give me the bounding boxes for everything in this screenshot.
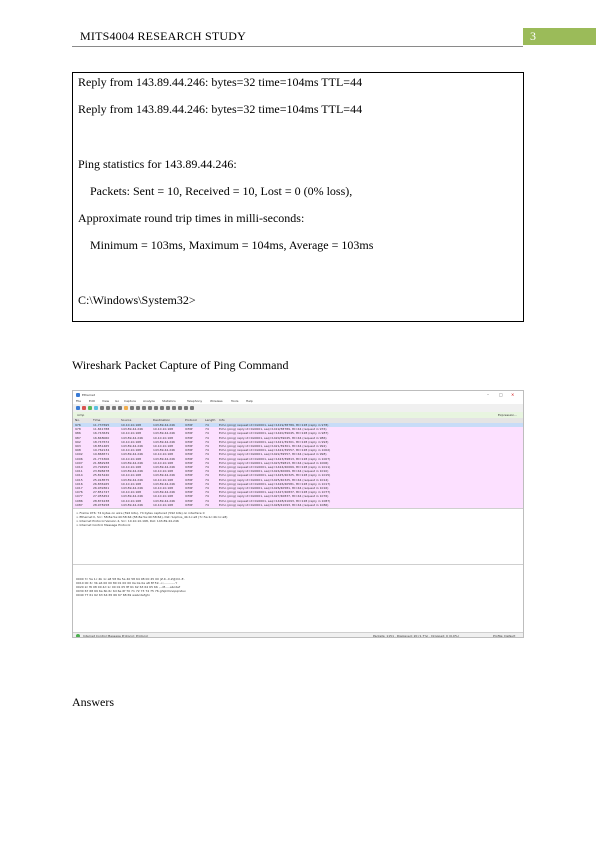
toolbar-button-icon[interactable] (160, 406, 164, 410)
table-cell: 21.882938 (93, 460, 110, 465)
table-cell: 1077 (75, 494, 83, 499)
table-cell: 143.89.44.246 (121, 435, 143, 440)
table-cell: Echo (ping) request id=0x0001, seq=1427/40837, ttl=128 (reply in 1077) (219, 490, 331, 495)
table-cell: 10.10.10.168 (121, 490, 142, 495)
table-cell: 27.955452 (93, 494, 110, 499)
hex-dump-line: 0000 7c 5a 1c 4b 1c a8 58 8a 5a 40 58 64 08 00 45 00 |Z.K..X.Z@Xd..E. (76, 577, 185, 581)
filter-input[interactable]: icmp (77, 413, 85, 417)
table-cell: Echo (ping) reply id=0x0001, seq=1423/39813, ttl=44 (request in 1006) (219, 460, 329, 465)
table-cell: 10.10.10.168 (121, 448, 142, 453)
detail-tree-item[interactable]: > Internet Protocol Version 4, Src: 10.10.10.168, Dst: 143.89.44.246 (76, 519, 179, 523)
table-cell: 74 (205, 481, 209, 486)
status-packets: Packets: 1151 · Displayed: 20 (1.7%) · Dropped: 0 (0.0%) (373, 634, 459, 638)
table-cell: ICMP (185, 477, 193, 482)
close-icon[interactable]: × (511, 392, 515, 397)
column-header[interactable]: Length (205, 418, 216, 422)
table-cell: 143.89.44.246 (153, 431, 175, 436)
table-cell: 10.10.10.168 (121, 431, 142, 436)
table-cell: 993 (75, 444, 81, 448)
detail-tree-item[interactable]: > Ethernet II, Src: 58:8a:5a:40:58:64 (58:8a:5a:40:58:64), Dst: Sophos_4b:1c:a8 (7c:5a:1c:4b:1c:a8) (76, 515, 228, 519)
column-header[interactable]: No. (75, 418, 80, 422)
toolbar-button-icon[interactable] (190, 406, 194, 410)
table-cell: 143.89.44.246 (153, 481, 175, 486)
toolbar-button-icon[interactable] (184, 406, 188, 410)
column-header[interactable]: Info (219, 418, 225, 422)
table-cell: 10.10.10.168 (153, 477, 174, 482)
toolbar-button-icon[interactable] (112, 406, 116, 410)
table-cell: ICMP (185, 498, 193, 503)
table-cell: 143.89.44.246 (121, 427, 143, 432)
table-cell: 1017 (75, 486, 83, 490)
table-cell: Echo (ping) request id=0x0001, seq=1422/39557, ttl=128 (reply in 1002) (219, 448, 331, 453)
table-cell: 74 (205, 444, 209, 448)
table-cell: ICMP (185, 431, 193, 436)
expression-button[interactable]: Expression... (498, 413, 518, 417)
table-cell: ICMP (185, 494, 193, 499)
toolbar-button-icon[interactable] (118, 406, 122, 410)
column-header[interactable]: Destination (153, 418, 171, 422)
table-cell: ICMP (185, 452, 193, 457)
table-cell: 74 (205, 460, 209, 465)
table-cell: 74 (205, 469, 209, 474)
minimize-icon[interactable]: – (487, 392, 489, 397)
table-cell: 143.89.44.246 (153, 439, 175, 444)
table-cell: 10.10.10.168 (153, 444, 174, 448)
wireshark-heading: Wireshark Packet Capture of Ping Command (72, 358, 289, 372)
table-cell: 10.10.10.168 (153, 435, 174, 440)
table-cell: 143.89.44.246 (121, 494, 143, 499)
page-number: 3 (523, 28, 596, 45)
table-cell: 143.89.44.246 (121, 452, 143, 457)
table-cell: 976 (75, 423, 81, 427)
table-cell: 74 (205, 494, 209, 499)
table-cell: 143.89.44.246 (121, 477, 143, 482)
table-cell: 10.10.10.168 (153, 469, 174, 474)
menu-item-tools[interactable]: Tools (231, 399, 239, 403)
table-cell: 74 (205, 448, 209, 453)
table-cell: 28.874238 (93, 498, 110, 503)
table-cell: 10.10.10.168 (121, 481, 142, 486)
table-cell: Echo (ping) request id=0x0001, seq=1419/38789, ttl=128 (reply in 978) (219, 423, 329, 427)
menu-item-file[interactable]: File (76, 399, 82, 403)
table-cell: ICMP (185, 427, 193, 432)
table-cell: ICMP (185, 423, 193, 427)
table-cell: Echo (ping) reply id=0x0001, seq=1424/40069, ttl=44 (request in 1010) (219, 469, 329, 474)
menu-item-help[interactable]: Help (246, 399, 253, 403)
table-cell: 1002 (75, 452, 83, 457)
table-cell: 10.10.10.168 (121, 473, 142, 478)
table-cell: 74 (205, 423, 209, 427)
table-cell: 10.10.10.168 (153, 494, 174, 499)
console-line: C:\Windows\System32> (78, 293, 196, 307)
table-cell: Echo (ping) request id=0x0001, seq=1425/40325, ttl=128 (reply in 1015) (219, 473, 331, 478)
table-cell: 978 (75, 427, 81, 432)
detail-tree-item[interactable]: > Frame 976: 74 bytes on wire (592 bits), 74 bytes captured (592 bits) on interface 0 (76, 511, 205, 515)
table-cell: ICMP (185, 460, 193, 465)
table-cell: 74 (205, 456, 209, 461)
table-cell: 74 (205, 490, 209, 495)
table-cell: 74 (205, 427, 209, 432)
table-cell: ICMP (185, 448, 193, 453)
table-cell: 143.89.44.246 (121, 460, 143, 465)
table-cell: 143.89.44.246 (153, 423, 175, 427)
console-line: Packets: Sent = 10, Received = 10, Lost = 0 (0% loss), (78, 184, 353, 198)
table-cell: 1015 (75, 477, 83, 482)
table-cell: 26.836165 (93, 481, 110, 486)
menu-item-analyze[interactable]: Analyze (143, 399, 155, 403)
table-cell: 143.89.44.246 (153, 498, 175, 503)
table-cell: 74 (205, 431, 209, 436)
table-cell: 26.939361 (93, 486, 110, 490)
table-cell: ICMP (185, 473, 193, 478)
menu-item-go[interactable]: Go (115, 399, 120, 403)
table-cell: ICMP (185, 469, 193, 474)
menu-item-capture[interactable]: Capture (124, 399, 136, 403)
detail-tree-item[interactable]: > Internet Control Message Protocol (76, 523, 131, 527)
column-header[interactable]: Time (93, 418, 101, 422)
table-cell: Echo (ping) reply id=0x0001, seq=1419/38789, ttl=44 (request in 976) (219, 427, 327, 432)
table-cell: 74 (205, 502, 209, 507)
table-cell: 27.851747 (93, 490, 110, 495)
toolbar-button-icon[interactable] (76, 406, 80, 410)
table-cell: 143.89.44.246 (153, 473, 175, 478)
table-cell: 10.10.10.168 (153, 427, 174, 432)
table-cell: 143.89.44.246 (121, 502, 143, 507)
menu-item-view[interactable]: View (102, 399, 110, 403)
table-cell: ICMP (185, 490, 193, 495)
table-cell: 10.10.10.168 (153, 502, 174, 507)
ws-packet-bytes (73, 564, 523, 633)
table-cell: 10.10.10.168 (153, 452, 174, 457)
table-cell: 986 (75, 431, 81, 436)
table-cell: 143.89.44.246 (153, 465, 175, 469)
table-cell: 987 (75, 435, 81, 440)
toolbar-button-icon[interactable] (166, 406, 170, 410)
ws-window-title: Ethernet (82, 393, 95, 397)
table-cell: Echo (ping) request id=0x0001, seq=1426/40581, ttl=128 (reply in 1017) (219, 481, 331, 486)
table-cell: Echo (ping) reply id=0x0001, seq=1422/39557, ttl=44 (request in 998) (219, 452, 327, 457)
console-line: Reply from 143.89.44.246: bytes=32 time=104ms TTL=44 (78, 75, 363, 89)
toolbar-button-icon[interactable] (130, 406, 134, 410)
table-cell: Echo (ping) reply id=0x0001, seq=1420/39045, ttl=44 (request in 986) (219, 435, 327, 440)
capture-status-icon (76, 634, 80, 638)
console-line: Minimum = 103ms, Maximum = 104ms, Average = 103ms (78, 238, 374, 252)
table-cell: 1086 (75, 498, 83, 503)
column-header[interactable]: Protocol (185, 418, 198, 422)
table-cell: 74 (205, 498, 209, 503)
table-cell: 143.89.44.246 (121, 469, 143, 474)
table-cell: 19.866571 (93, 452, 110, 457)
console-line: Ping statistics for 143.89.44.246: (78, 157, 237, 171)
table-cell: 19.762134 (93, 448, 110, 453)
table-cell: 10.10.10.168 (153, 460, 174, 465)
table-cell: 25.918575 (93, 477, 110, 482)
toolbar-button-icon[interactable] (124, 406, 128, 410)
table-cell: 1006 (75, 456, 83, 461)
table-cell: ICMP (185, 439, 193, 444)
ws-titlebar (73, 391, 523, 399)
table-cell: 74 (205, 439, 209, 444)
table-cell: 143.89.44.246 (121, 444, 143, 448)
table-cell: 143.89.44.246 (153, 456, 175, 461)
answers-heading: Answers (72, 695, 114, 709)
toolbar-button-icon[interactable] (94, 406, 98, 410)
table-cell: Echo (ping) reply id=0x0001, seq=1421/39301, ttl=44 (request in 992) (219, 444, 327, 448)
table-cell: 1076 (75, 490, 83, 495)
table-cell: 74 (205, 473, 209, 478)
ws-status-bar (73, 632, 523, 638)
column-header[interactable]: Source (121, 418, 132, 422)
table-cell: 143.89.44.246 (153, 490, 175, 495)
toolbar-button-icon[interactable] (88, 406, 92, 410)
table-cell: 74 (205, 465, 209, 469)
maximize-icon[interactable]: □ (499, 392, 503, 397)
table-cell: 11.841788 (93, 427, 110, 432)
table-cell: 74 (205, 477, 209, 482)
toolbar-button-icon[interactable] (142, 406, 146, 410)
wireshark-logo-icon (76, 393, 80, 397)
toolbar-button-icon[interactable] (148, 406, 152, 410)
table-cell: Echo (ping) reply id=0x0001, seq=1425/40325, ttl=44 (request in 1014) (219, 477, 329, 482)
table-cell: 1011 (75, 469, 83, 474)
table-cell: 74 (205, 452, 209, 457)
toolbar-button-icon[interactable] (178, 406, 182, 410)
table-cell: 10.10.10.168 (121, 498, 142, 503)
status-profile[interactable]: Profile: Default (493, 634, 516, 638)
table-cell: Echo (ping) request id=0x0001, seq=1428/41093, ttl=128 (reply in 1087) (219, 498, 331, 503)
table-cell: 143.89.44.246 (121, 486, 143, 490)
table-cell: Echo (ping) reply id=0x0001, seq=1426/40581, ttl=44 (request in 1016) (219, 486, 329, 490)
table-cell: ICMP (185, 486, 193, 490)
table-cell: 18.851465 (93, 444, 110, 448)
header-rule (72, 46, 523, 47)
table-cell: 11.737695 (93, 423, 110, 427)
table-cell: 1087 (75, 502, 83, 507)
table-cell: 10.10.10.168 (121, 465, 142, 469)
menu-item-statistics[interactable]: Statistics (162, 399, 176, 403)
table-cell: 23.794952 (93, 465, 110, 469)
ws-toolbar (73, 404, 523, 412)
table-cell: 10.10.10.168 (121, 423, 142, 427)
table-cell: ICMP (185, 502, 193, 507)
table-cell: 1014 (75, 473, 83, 478)
toolbar-button-icon[interactable] (172, 406, 176, 410)
table-cell: 10.10.10.168 (153, 486, 174, 490)
table-cell: 74 (205, 486, 209, 490)
table-cell: 18.747672 (93, 439, 110, 444)
table-cell: 16.848060 (93, 435, 110, 440)
menu-item-telephony[interactable]: Telephony (187, 399, 203, 403)
table-cell: ICMP (185, 444, 193, 448)
table-cell: 992 (75, 439, 81, 444)
table-cell: 25.815240 (93, 473, 110, 478)
table-cell: 74 (205, 435, 209, 440)
status-protocol: Internet Control Message Protocol: Protocol (83, 634, 148, 638)
console-output-box (72, 72, 524, 322)
hex-dump-line: 0030 67 68 69 6a 6b 6c 6d 6e 6f 70 71 72 73 74 75 76 ghijklmnopqrstuv (76, 589, 186, 593)
table-cell: ICMP (185, 465, 193, 469)
table-cell: 23.898478 (93, 469, 110, 474)
table-cell: 1016 (75, 481, 83, 486)
menu-item-wireless[interactable]: Wireless (210, 399, 223, 403)
table-cell: ICMP (185, 435, 193, 440)
console-line: Reply from 143.89.44.246: bytes=32 time=104ms TTL=44 (78, 102, 363, 116)
toolbar-button-icon[interactable] (154, 406, 158, 410)
hex-dump-line: 0040 77 61 62 63 64 65 66 67 68 69 wabcdefghi (76, 593, 150, 597)
toolbar-button-icon[interactable] (136, 406, 140, 410)
table-cell: 16.743639 (93, 431, 110, 436)
table-cell: 10.10.10.168 (121, 439, 142, 444)
hex-dump-line: 0010 00 3c 3b a6 00 00 80 01 00 00 0a 0a 0a a8 8f 59 .<;............Y (76, 581, 178, 585)
table-cell: Echo (ping) reply id=0x0001, seq=1428/41093, ttl=44 (request in 1086) (219, 502, 329, 507)
table-cell: Echo (ping) request id=0x0001, seq=1420/39045, ttl=128 (reply in 987) (219, 431, 329, 436)
table-cell: Echo (ping) request id=0x0001, seq=1421/39301, ttl=128 (reply in 993) (219, 439, 329, 444)
console-line: Approximate round trip times in milli-seconds: (78, 211, 305, 225)
table-cell: 1007 (75, 460, 83, 465)
table-cell: ICMP (185, 481, 193, 486)
table-cell: 28.978158 (93, 502, 110, 507)
toolbar-button-icon[interactable] (106, 406, 110, 410)
ws-packet-details (73, 508, 523, 565)
toolbar-button-icon[interactable] (100, 406, 104, 410)
toolbar-button-icon[interactable] (82, 406, 86, 410)
hex-dump-line: 0020 2c f6 08 00 4d 1c 00 01 05 8f 61 62 63 64 65 66 ,...M.....abcdef (76, 585, 181, 589)
wireshark-screenshot (72, 390, 524, 638)
table-cell: 143.89.44.246 (153, 448, 175, 453)
table-cell: 10.10.10.168 (121, 456, 142, 461)
table-cell: 21.774306 (93, 456, 110, 461)
table-cell: Echo (ping) request id=0x0001, seq=1423/39813, ttl=128 (reply in 1007) (219, 456, 331, 461)
table-cell: Echo (ping) request id=0x0001, seq=1424/40069, ttl=128 (reply in 1011) (219, 465, 331, 469)
ws-packet-list (73, 423, 523, 508)
page-header-title: MITS4004 RESEARCH STUDY (80, 29, 246, 43)
menu-item-edit[interactable]: Edit (89, 399, 95, 403)
table-cell: Echo (ping) reply id=0x0001, seq=1427/40837, ttl=44 (request in 1076) (219, 494, 329, 499)
table-cell: 998 (75, 448, 81, 453)
table-cell: 1010 (75, 465, 83, 469)
table-cell: ICMP (185, 456, 193, 461)
